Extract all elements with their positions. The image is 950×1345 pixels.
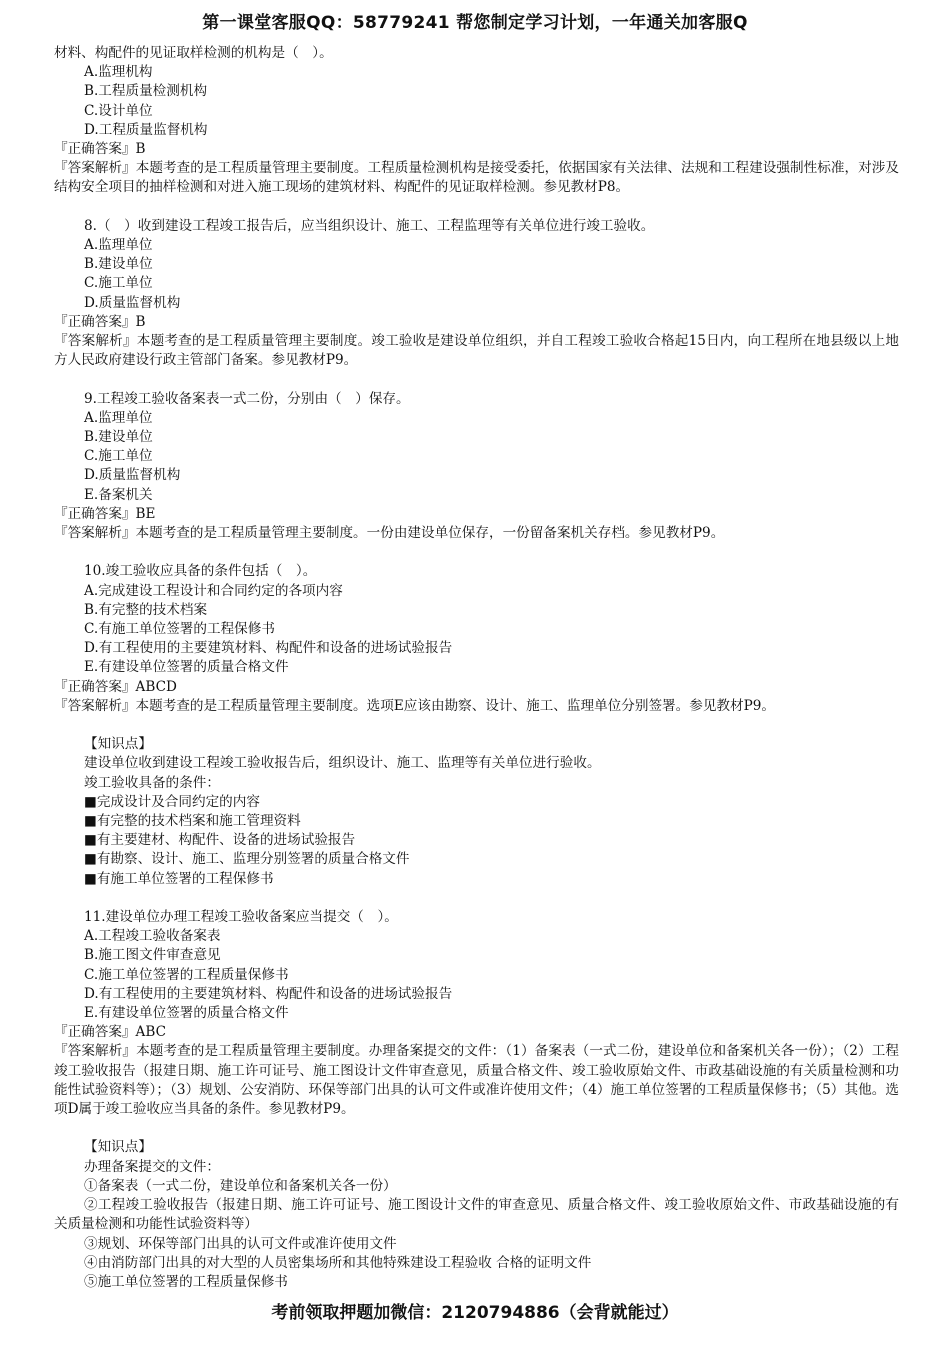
question-8 bbox=[54, 217, 899, 371]
question-11 bbox=[54, 908, 899, 1119]
page-header: 第一课堂客服QQ：58779241 帮您制定学习计划，一年通关加客服Q bbox=[202, 13, 748, 33]
option-a: A.监理单位 bbox=[84, 409, 153, 426]
option-b: B.建设单位 bbox=[84, 256, 153, 273]
bullet-item: ■有主要建材、构配件、设备的进场试验报告 bbox=[84, 832, 356, 849]
knowledge-point-line: 竣工验收具备的条件： bbox=[84, 774, 220, 791]
bullet-item: ■有勘察、设计、施工、监理分别签署的质量合格文件 bbox=[84, 851, 410, 868]
option-e: E.有建设单位签署的质量合格文件 bbox=[84, 1005, 289, 1022]
option-d: D.质量监督机构 bbox=[84, 294, 181, 311]
list-item: ④由消防部门出具的对大型的人员密集场所和其他特殊建设工程验收 合格的证明文件 bbox=[84, 1254, 592, 1271]
option-d: D.有工程使用的主要建筑材料、构配件和设备的进场试验报告 bbox=[84, 640, 453, 657]
list-item: ①备案表（一式二份，建设单位和备案机关各一份） bbox=[84, 1177, 397, 1194]
option-e: E.有建设单位签署的质量合格文件 bbox=[84, 659, 289, 676]
correct-answer: 『正确答案』B bbox=[54, 313, 146, 330]
option-c: C.有施工单位签署的工程保修书 bbox=[84, 621, 275, 638]
option-a: A.工程竣工验收备案表 bbox=[84, 928, 221, 945]
answer-analysis: 『答案解析』本题考查的是工程质量管理主要制度。办理备案提交的文件：（1）备案表（一式二份，建设单位和备案机关各一份）；（2）工程竣工验收报告（报建日期、施工许可证号、施工图设计文件审查意见，质量合格文件、竣工验收原始文件、市政基础设施的有关质量检测和功能性试验资料等）；（3）规划、公安消防、环保等部门出具的认可文件或准许使用文件；（4）施工单位签署的工程质量保修书；（5）其他。选项D属于竣工验收应当具备的条件。参见教材P9。 bbox=[54, 1043, 899, 1118]
question-stem: 8.（ ）收到建设工程竣工报告后，应当组织设计、施工、工程监理等有关单位进行竣工验收。 bbox=[84, 217, 655, 234]
list-item: ③规划、环保等部门出具的认可文件或准许使用文件 bbox=[84, 1235, 397, 1252]
correct-answer: 『正确答案』BE bbox=[54, 505, 156, 522]
answer-analysis: 『答案解析』本题考查的是工程质量管理主要制度。竣工验收是建设单位组织，并自工程竣工验收合格起15日内，向工程所在地县级以上地方人民政府建设行政主管部门备案。参见教材P9。 bbox=[54, 333, 899, 369]
list-item: ⑤施工单位签署的工程质量保修书 bbox=[84, 1273, 288, 1290]
knowledge-point-1 bbox=[54, 735, 899, 889]
knowledge-point-title: 【知识点】 bbox=[84, 1139, 152, 1156]
option-b: B.工程质量检测机构 bbox=[84, 83, 208, 100]
correct-answer: 『正确答案』ABC bbox=[54, 1024, 167, 1041]
option-b: B.有完整的技术档案 bbox=[84, 601, 208, 618]
option-a: A.完成建设工程设计和合同约定的各项内容 bbox=[84, 582, 343, 599]
page-footer: 考前领取押题加微信：2120794886（会背就能过） bbox=[271, 1303, 679, 1323]
question-9 bbox=[54, 390, 899, 544]
document-body bbox=[54, 44, 899, 1292]
option-d: D.工程质量监督机构 bbox=[84, 121, 208, 138]
option-c: C.设计单位 bbox=[84, 102, 153, 119]
question-7 bbox=[54, 44, 899, 198]
knowledge-point-2 bbox=[54, 1138, 899, 1292]
option-d: D.有工程使用的主要建筑材料、构配件和设备的进场试验报告 bbox=[84, 985, 453, 1002]
list-item: ②工程竣工验收报告（报建日期、施工许可证号、施工图设计文件的审查意见、质量合格文件、竣工验收原始文件、市政基础设施的有关质量检测和功能性试验资料等） bbox=[54, 1197, 899, 1233]
knowledge-point-title: 【知识点】 bbox=[84, 736, 152, 753]
option-c: C.施工单位签署的工程质量保修书 bbox=[84, 966, 289, 983]
answer-analysis: 『答案解析』本题考查的是工程质量管理主要制度。工程质量检测机构是接受委托，依据国家有关法律、法规和工程建设强制性标准，对涉及结构安全项目的抽样检测和对进入施工现场的建筑材料、构配件的见证取样检测。参见教材P8。 bbox=[54, 160, 899, 196]
knowledge-point-line: 办理备案提交的文件： bbox=[84, 1158, 220, 1175]
answer-analysis: 『答案解析』本题考查的是工程质量管理主要制度。选项E应该由勘察、设计、施工、监理单位分别签署。参见教材P9。 bbox=[54, 697, 775, 714]
question-stem: 11.建设单位办理工程竣工验收备案应当提交（ ）。 bbox=[84, 909, 398, 926]
bullet-item: ■完成设计及合同约定的内容 bbox=[84, 793, 260, 810]
bullet-item: ■有完整的技术档案和施工管理资料 bbox=[84, 813, 301, 830]
question-stem: 10.竣工验收应具备的条件包括（ ）。 bbox=[84, 563, 317, 580]
option-c: C.施工单位 bbox=[84, 275, 153, 292]
option-b: B.施工图文件审查意见 bbox=[84, 947, 221, 964]
option-a: A.监理单位 bbox=[84, 237, 153, 254]
option-a: A.监理机构 bbox=[84, 64, 153, 81]
question-10 bbox=[54, 562, 899, 716]
correct-answer: 『正确答案』B bbox=[54, 141, 146, 158]
option-c: C.施工单位 bbox=[84, 448, 153, 465]
question-stem: 9.工程竣工验收备案表一式二份，分别由（ ）保存。 bbox=[84, 390, 410, 407]
knowledge-point-line: 建设单位收到建设工程竣工验收报告后，组织设计、施工、监理等有关单位进行验收。 bbox=[84, 755, 601, 772]
option-b: B.建设单位 bbox=[84, 429, 153, 446]
correct-answer: 『正确答案』ABCD bbox=[54, 678, 177, 695]
answer-analysis: 『答案解析』本题考查的是工程质量管理主要制度。一份由建设单位保存，一份留备案机关存档。参见教材P9。 bbox=[54, 525, 725, 542]
question-stem: 材料、构配件的见证取样检测的机构是（ ）。 bbox=[54, 45, 333, 61]
bullet-item: ■有施工单位签署的工程保修书 bbox=[84, 870, 274, 887]
option-e: E.备案机关 bbox=[84, 486, 153, 503]
option-d: D.质量监督机构 bbox=[84, 467, 181, 484]
